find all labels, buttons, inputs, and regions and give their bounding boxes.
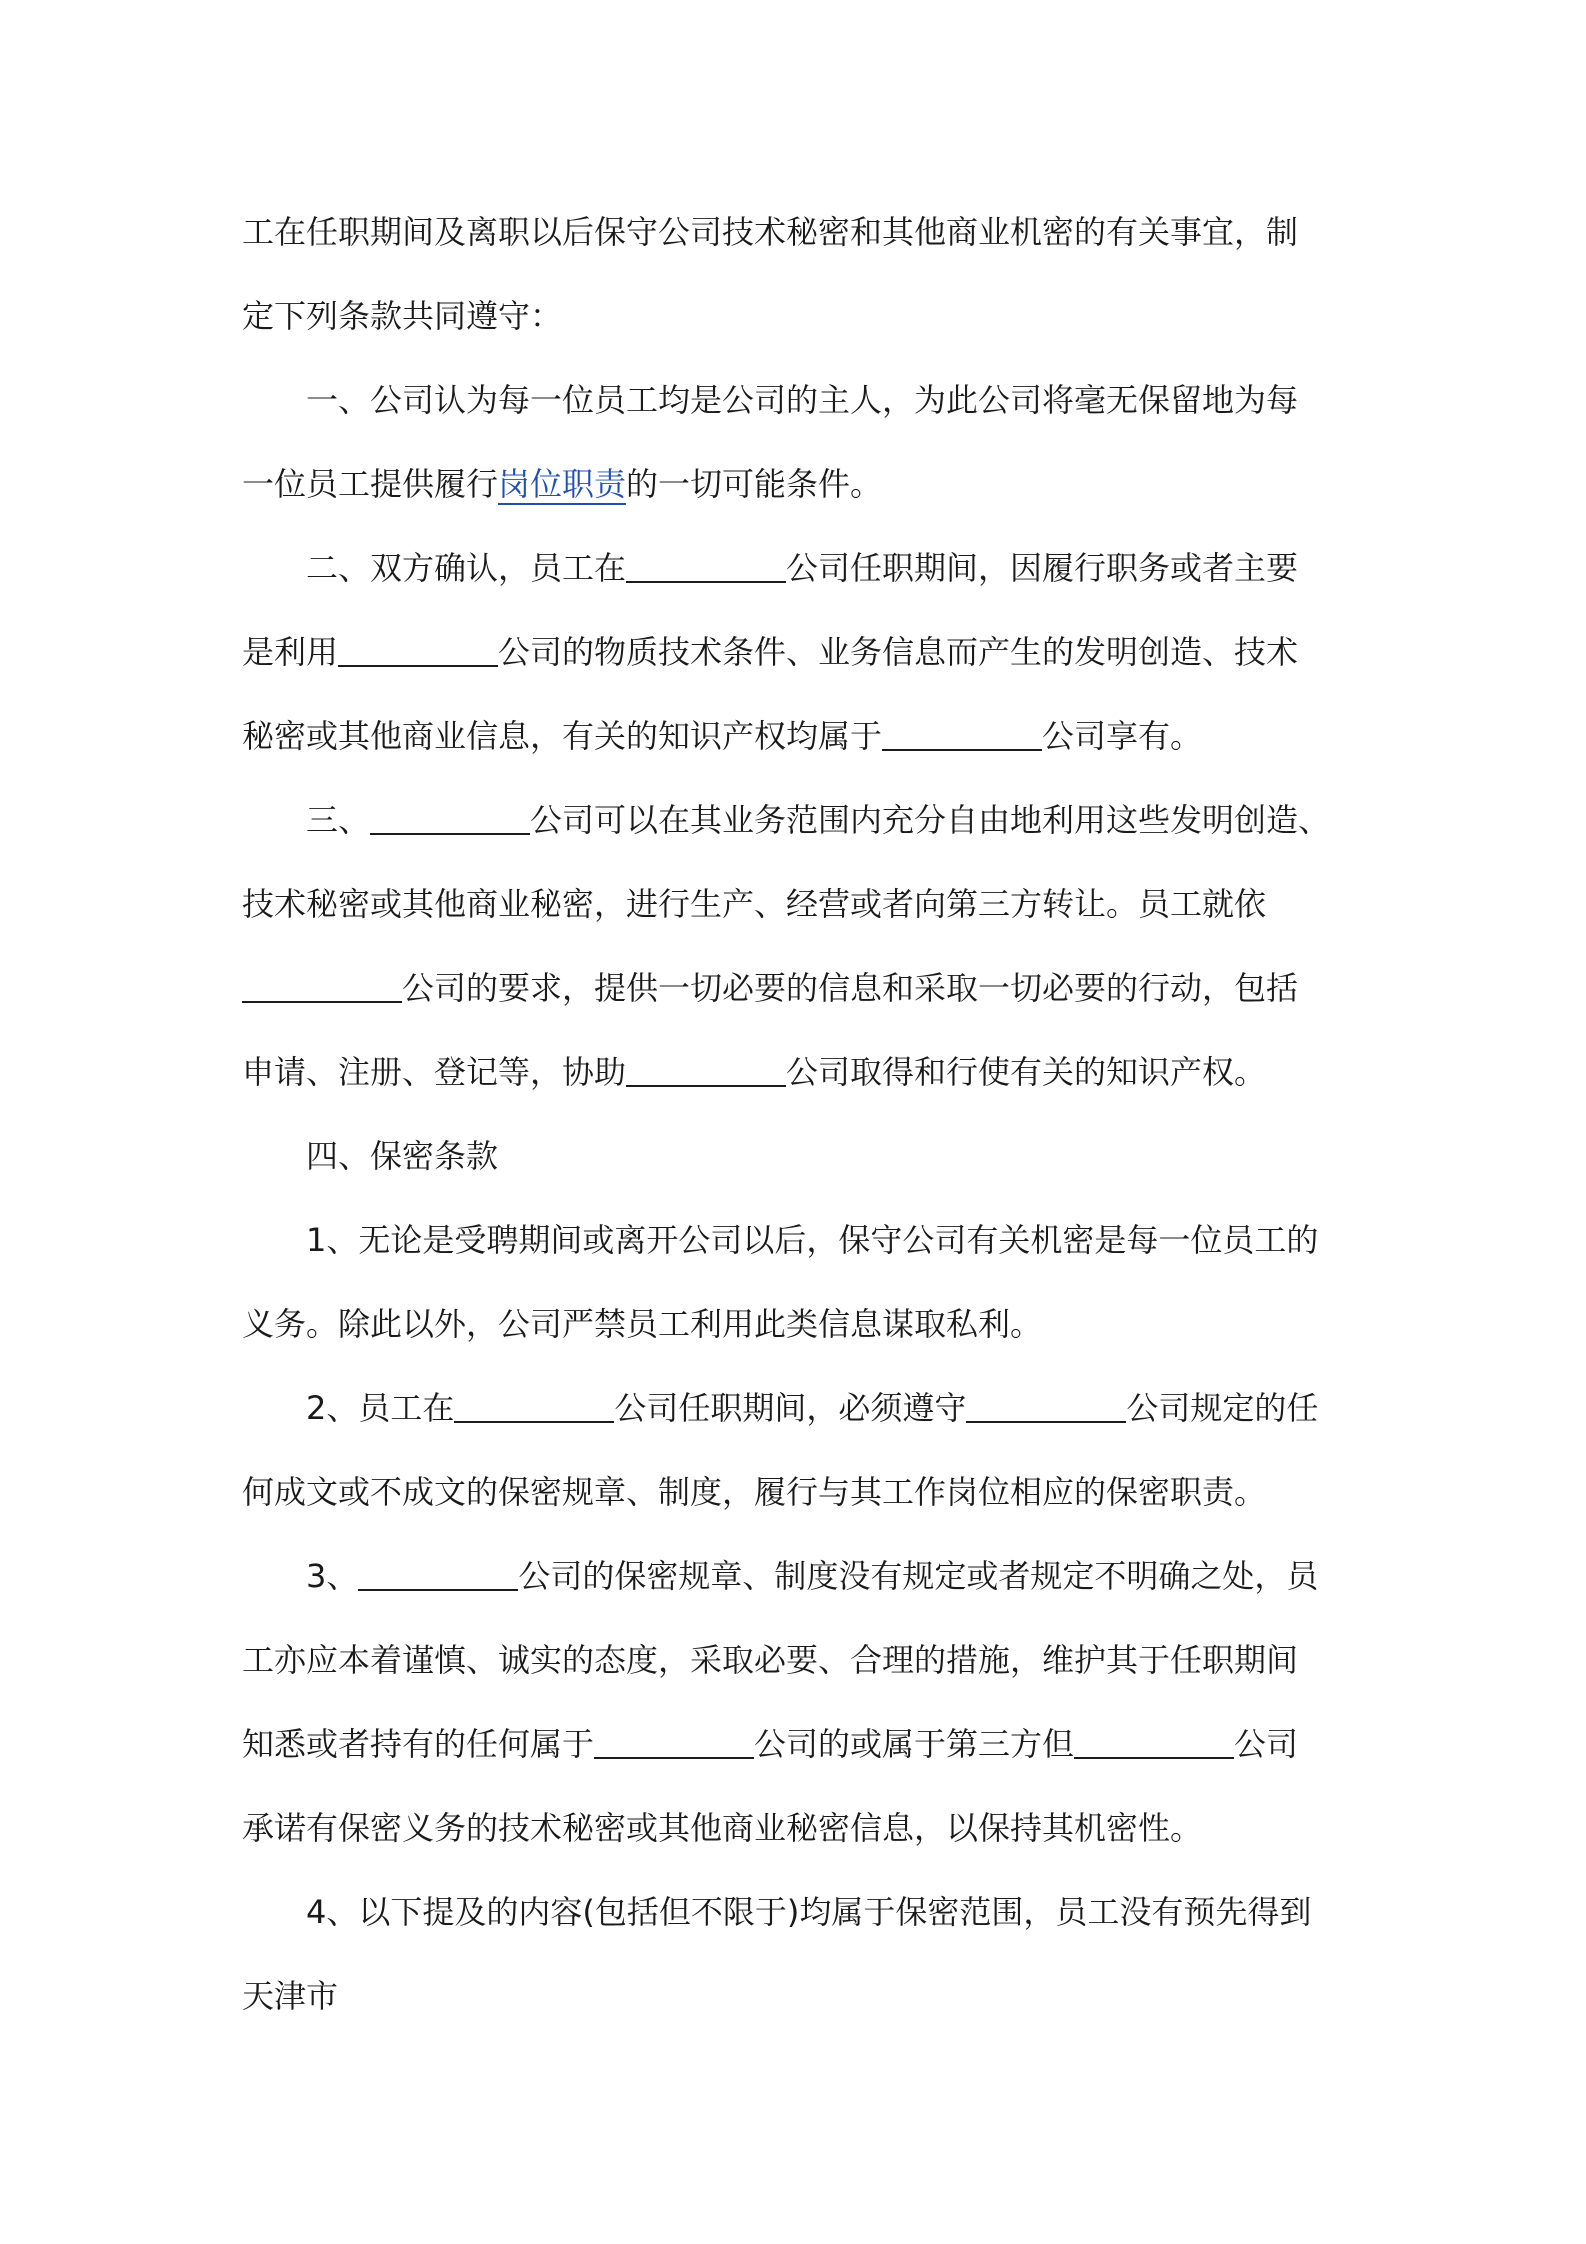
clause-1-line-2: 一位员工提供履行岗位职责的一切可能条件。 (242, 465, 883, 503)
clause-3-line-2: 技术秘密或其他商业秘密，进行生产、经营或者向第三方转让。员工就依 (242, 885, 1267, 923)
item-2-line-1: 2、员工在 公司任职期间，必须遵守 公司规定的任 (242, 1378, 1340, 1462)
clause-2-line-2: 是利用 公司的物质技术条件、业务信息而产生的发明创造、技术 (242, 622, 1340, 706)
blank-line (338, 625, 498, 667)
item-3-line-3: 知悉或者持有的任何属于 公司的或属于第三方但 公司 (242, 1714, 1340, 1798)
item-4-line-1: 4、以下提及的内容(包括但不限于)均属于保密范围，员工没有预先得到 (306, 1893, 1312, 1931)
blank-line (594, 1717, 754, 1759)
blank-line (966, 1381, 1126, 1423)
paragraph-intro-line-1: 工在任职期间及离职以后保守公司技术秘密和其他商业机密的有关事宜，制 (242, 213, 1299, 251)
document-page (242, 202, 1340, 2050)
job-duty-link[interactable]: 岗位职责 (498, 465, 627, 503)
item-3-line-2: 工亦应本着谨慎、诚实的态度，采取必要、合理的措施，维护其于任职期间 (242, 1641, 1299, 1679)
blank-line (242, 961, 402, 1003)
item-4-line-2: 天津市 (242, 1977, 339, 2015)
blank-line (454, 1381, 614, 1423)
clause-3-line-1: 三、 公司可以在其业务范围内充分自由地利用这些发明创造、 (242, 790, 1340, 874)
clause-1-line-1: 一、公司认为每一位员工均是公司的主人，为此公司将毫无保留地为每 (306, 381, 1299, 419)
clause-3-line-4: 申请、注册、登记等，协助 公司取得和行使有关的知识产权。 (242, 1042, 1340, 1126)
blank-line (882, 709, 1042, 751)
item-3-line-4: 承诺有保密义务的技术秘密或其他商业秘密信息，以保持其机密性。 (242, 1809, 1203, 1847)
blank-line (1074, 1717, 1234, 1759)
clause-2-line-3: 秘密或其他商业信息，有关的知识产权均属于 公司享有。 (242, 706, 1340, 790)
blank-line (626, 541, 786, 583)
blank-line (370, 793, 530, 835)
section-heading-confidentiality: 四、保密条款 (306, 1137, 499, 1175)
item-3-line-1: 3、 公司的保密规章、制度没有规定或者规定不明确之处，员 (242, 1546, 1340, 1630)
item-2-line-2: 何成文或不成文的保密规章、制度，履行与其工作岗位相应的保密职责。 (242, 1473, 1267, 1511)
clause-2-line-1: 二、双方确认，员工在 公司任职期间，因履行职务或者主要 (242, 538, 1340, 622)
blank-line (626, 1045, 786, 1087)
paragraph-intro-line-2: 定下列条款共同遵守： (242, 297, 563, 335)
blank-line (358, 1549, 518, 1591)
item-1-line-2: 义务。除此以外，公司严禁员工利用此类信息谋取私利。 (242, 1305, 1043, 1343)
clause-3-line-3: 公司的要求，提供一切必要的信息和采取一切必要的行动，包括 (242, 958, 1340, 1042)
item-1-line-1: 1、无论是受聘期间或离开公司以后，保守公司有关机密是每一位员工的 (306, 1221, 1319, 1259)
